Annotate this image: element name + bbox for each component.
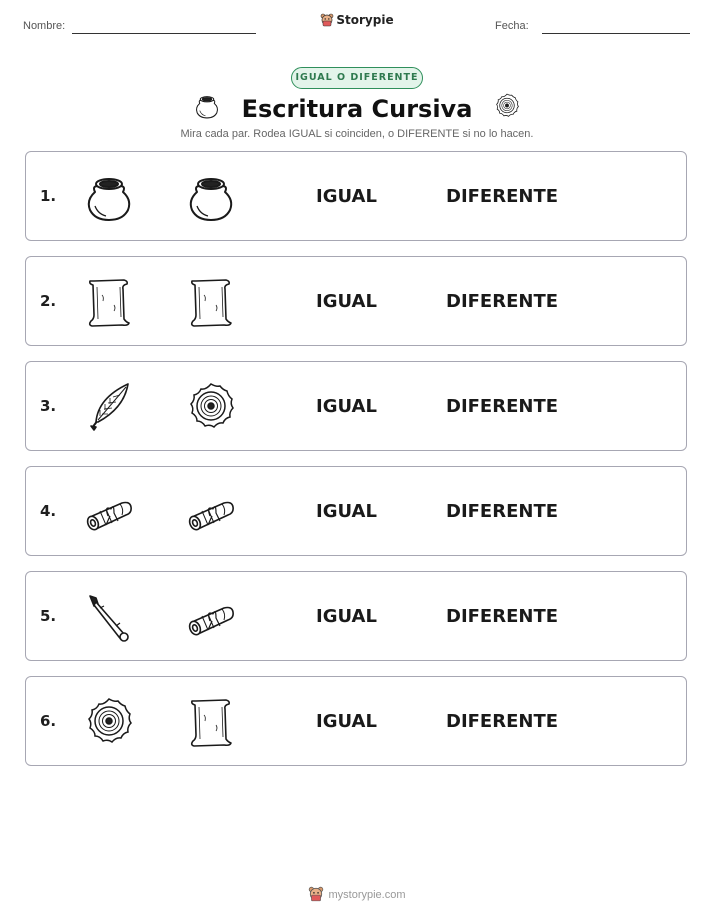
brand-logo xyxy=(0,13,714,27)
diferente-option[interactable]: DIFERENTE xyxy=(446,396,559,417)
question-number: 2. xyxy=(40,292,57,310)
name-line[interactable] xyxy=(72,33,256,34)
page-title: Escritura Cursiva xyxy=(241,94,473,123)
diferente-option[interactable]: DIFERENTE xyxy=(446,501,559,522)
diferente-option[interactable]: DIFERENTE xyxy=(446,606,559,627)
inkpot-icon xyxy=(82,170,136,224)
question-row xyxy=(25,466,687,556)
igual-option[interactable]: IGUAL xyxy=(316,606,377,627)
igual-option[interactable]: IGUAL xyxy=(316,396,377,417)
question-row xyxy=(25,256,687,346)
scroll-icon xyxy=(82,485,136,539)
diferente-option[interactable]: DIFERENTE xyxy=(446,291,559,312)
question-number: 3. xyxy=(40,397,57,415)
wax-seal-icon xyxy=(493,92,521,125)
parchment-icon xyxy=(184,275,238,329)
inkpot-icon xyxy=(184,170,238,224)
name-label: Nombre: xyxy=(23,20,66,32)
quill-icon xyxy=(82,380,136,434)
parchment-icon xyxy=(184,695,238,749)
worksheet-type-badge: IGUAL O DIFERENTE xyxy=(291,67,423,89)
scroll-icon xyxy=(184,590,238,644)
wax-seal-icon xyxy=(184,380,238,434)
question-number: 5. xyxy=(40,607,57,625)
footer-url[interactable]: mystorypie.com xyxy=(328,889,406,901)
instructions: Mira cada par. Rodea IGUAL si coinciden, o DIFERENTE si no lo hacen. xyxy=(180,128,534,140)
igual-option[interactable]: IGUAL xyxy=(316,186,377,207)
igual-option[interactable]: IGUAL xyxy=(316,291,377,312)
title-row xyxy=(0,92,714,125)
diferente-option[interactable]: DIFERENTE xyxy=(446,186,559,207)
scroll-icon xyxy=(184,485,238,539)
question-row xyxy=(25,151,687,241)
date-line[interactable] xyxy=(542,33,690,34)
bear-icon xyxy=(308,886,324,902)
question-row xyxy=(25,676,687,766)
footer xyxy=(0,886,714,902)
pen-nib-icon xyxy=(82,590,136,644)
inkpot-icon xyxy=(193,92,221,125)
question-number: 4. xyxy=(40,502,57,520)
bear-icon xyxy=(320,13,334,27)
question-row xyxy=(25,571,687,661)
question-row xyxy=(25,361,687,451)
wax-seal-icon xyxy=(82,695,136,749)
parchment-icon xyxy=(82,275,136,329)
date-label: Fecha: xyxy=(495,20,529,32)
question-number: 1. xyxy=(40,187,57,205)
igual-option[interactable]: IGUAL xyxy=(316,501,377,522)
question-number: 6. xyxy=(40,712,57,730)
brand-name: Storypie xyxy=(336,13,394,27)
igual-option[interactable]: IGUAL xyxy=(316,711,377,732)
diferente-option[interactable]: DIFERENTE xyxy=(446,711,559,732)
